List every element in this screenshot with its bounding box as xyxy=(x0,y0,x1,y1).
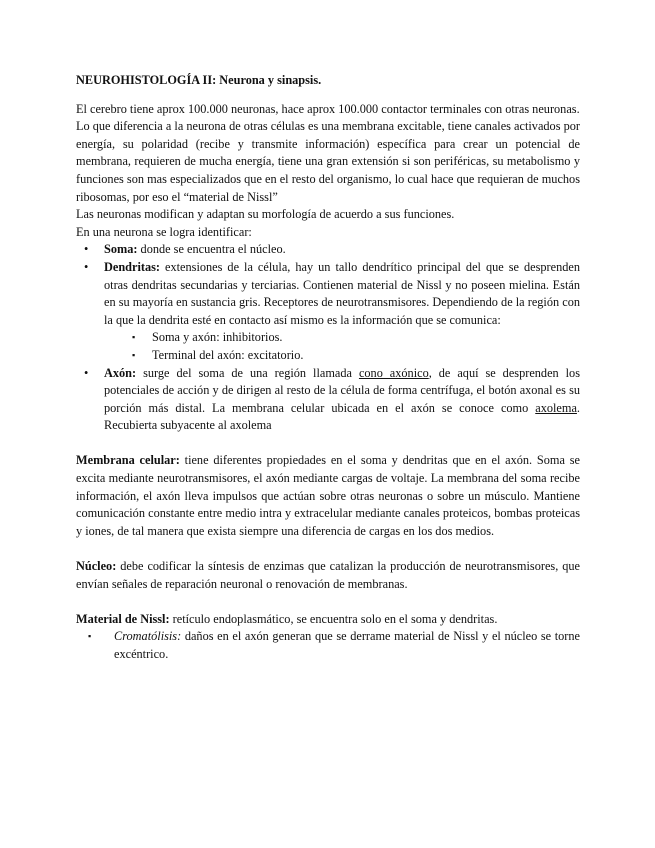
nucleo-paragraph xyxy=(76,558,580,593)
sublist-item xyxy=(104,347,580,365)
text-dendritas: extensiones de la célula, hay un tallo dendrítico principal del que se desprenden otras dendritas secundarias y terciarias. Contienen material de Nissl y no poseen mielina. Están en su mayoría en sustancia gris. Receptores de neurotransmisores. Dependiendo de la región con la que la dendrita esté en contacto así mismo es la información que se comunica: xyxy=(104,259,580,327)
text-nissl: retículo endoplasmático, se encuentra solo en el soma y dendritas. xyxy=(169,611,498,626)
nissl-paragraph xyxy=(76,611,580,629)
text-axon-a: surge del soma de una región llamada xyxy=(136,365,359,380)
intro-paragraph-3: Las neuronas modifican y adaptan su morfología de acuerdo a sus funciones. xyxy=(76,207,455,222)
paragraph-gap xyxy=(76,435,580,453)
sublist-item-text: Terminal del axón: excitatorio. xyxy=(152,347,304,362)
text-nucleo: debe codificar la síntesis de enzimas que catalizan la producción de neurotransmisores, que envían señales de reparación neuronal o renovación de membranas. xyxy=(76,559,580,591)
text-axon-c: . Recubierta subyacente al axolema xyxy=(104,400,580,433)
term-membrana: Membrana celular: xyxy=(76,453,180,468)
term-soma: Soma: xyxy=(104,242,138,257)
text-membrana: tiene diferentes propiedades en el soma y dendritas que en el axón. Soma se excita mediante neurotransmisores, el axón mediante cargas de voltaje. La membrana del soma recibe información, el axón lleva impulsos que actúan sobre otras neuronas o sobre un músculo. Mantiene comunicación constante entre medio intra y extracelular mediante canales proteicos, bombas proteicas y iones, de tal manera que exista siempre una diferencia de cargas en los dos medios. xyxy=(76,453,580,538)
bullet-icon: • xyxy=(84,365,89,380)
dendritas-sublist xyxy=(104,329,580,364)
term-nissl: Material de Nissl: xyxy=(76,611,170,626)
text-cromatolisis: daños en el axón generan que se derrame material de Nissl y el núcleo se torne excéntrico. xyxy=(114,629,580,661)
square-bullet-icon: ▪ xyxy=(132,332,136,343)
page-title: NEUROHISTOLOGÍA II: Neurona y sinapsis. xyxy=(76,73,322,87)
term-dendritas: Dendritas: xyxy=(104,259,161,274)
term-cromatolisis: Cromatólisis: xyxy=(114,629,182,644)
sublist-item-text: Soma y axón: inhibitorios. xyxy=(152,330,283,345)
intro-paragraph-1: El cerebro tiene aprox 100.000 neuronas, hace aprox 100.000 contactor terminales con otras neuronas. xyxy=(76,101,580,116)
bullet-icon: • xyxy=(84,259,89,274)
square-bullet-icon: ▪ xyxy=(88,631,92,642)
text-axon-b: , de aquí se desprenden los potenciales de acción y de dirigen al resto de la célula de forma centrífuga, el botón axonal es su porción más distal. La membrana celular ubicada en el axón se conoce como xyxy=(104,365,580,415)
membrana-paragraph xyxy=(76,452,580,540)
term-nucleo: Núcleo: xyxy=(76,559,117,574)
nissl-sublist xyxy=(76,628,580,663)
square-bullet-icon: ▪ xyxy=(132,349,136,360)
intro-paragraph-4: En una neurona se logra identificar: xyxy=(76,224,252,239)
sublist-item xyxy=(104,329,580,347)
intro-paragraph-2: Lo que diferencia a la neurona de otras células es una membrana excitable, tiene canales activados por energía, su polaridad (recibe y transmite información) específica para crear un potencial de membrana, requieren de mucha energía, tiene una gran extensión si son periféricas, su metabolismo y funciones son mas especializados que en el resto del organismo, lo cual hace que requieran de muchos ribosomas, por eso el “material de Nissl” xyxy=(76,119,580,204)
list-item-axon xyxy=(76,365,580,435)
neuron-parts-list xyxy=(76,241,580,435)
bullet-icon: • xyxy=(84,242,89,257)
list-item-cromatolisis xyxy=(76,628,580,663)
list-item-dendritas xyxy=(76,259,580,365)
underlined-axolema: axolema xyxy=(535,400,577,415)
paragraph-gap xyxy=(76,540,580,558)
underlined-cono-axonico: cono axónico xyxy=(358,365,429,380)
term-axon: Axón: xyxy=(104,365,137,380)
paragraph-gap xyxy=(76,593,580,611)
document-page xyxy=(76,72,580,664)
list-item-soma xyxy=(76,241,580,259)
text-soma: donde se encuentra el núcleo. xyxy=(137,242,286,257)
